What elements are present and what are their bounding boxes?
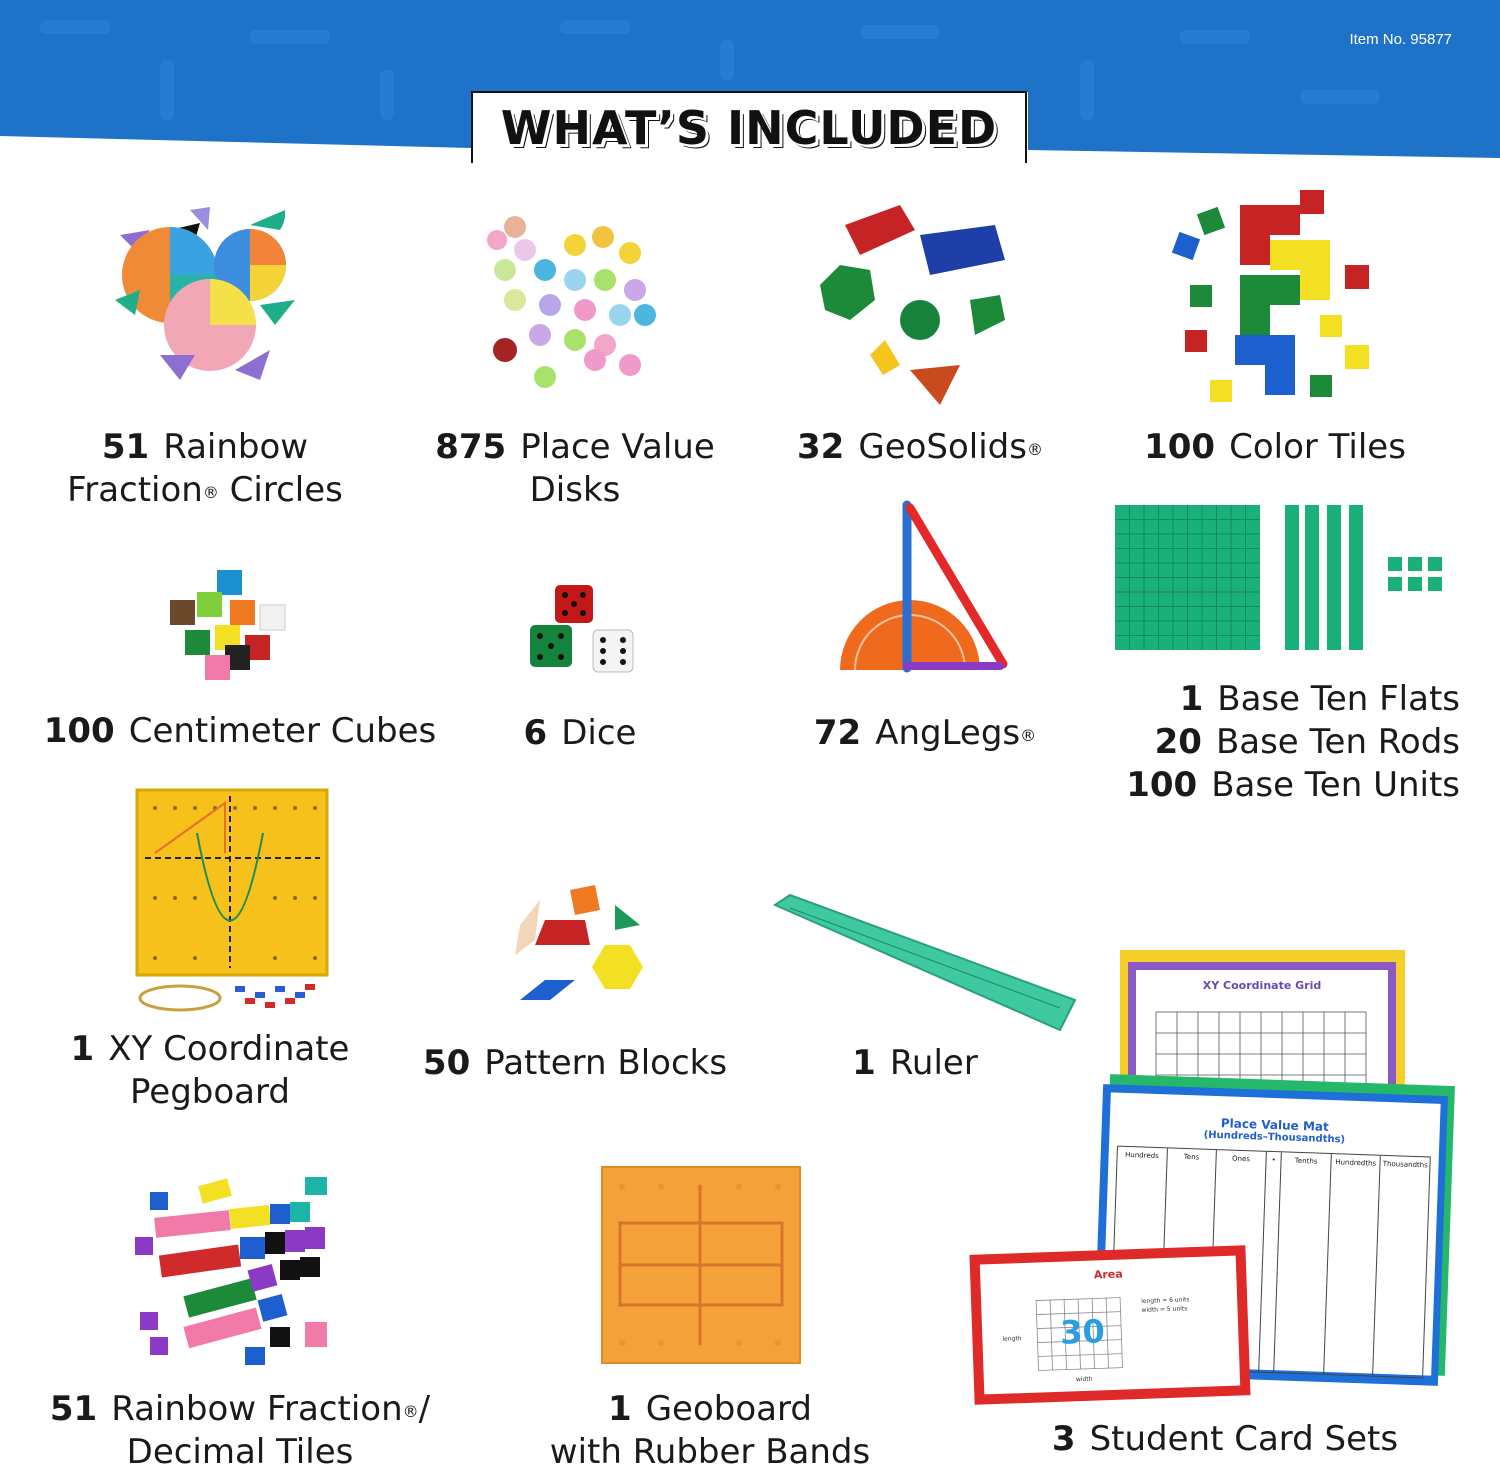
pv-col: Hundreds <box>1110 1147 1167 1369</box>
pv-col: • <box>1259 1152 1282 1372</box>
anglegs-image <box>835 500 1010 675</box>
item-label-ruler: 1 Ruler <box>852 1043 978 1083</box>
item-label-pattern-blocks: 50 Pattern Blocks <box>422 1043 728 1083</box>
page-title: WHAT’S INCLUDED <box>500 101 998 155</box>
item-label-place-value-disks: 875 Place Value Disks <box>435 427 715 510</box>
area-length-label: length <box>1002 1335 1022 1343</box>
item-label-centimeter-cubes: 100 Centimeter Cubes <box>43 711 437 751</box>
item-label-geosolids: 32 GeoSolids® <box>797 427 1043 467</box>
area-card-title: Area <box>1093 1267 1123 1282</box>
item-number: Item No. 95877 <box>1349 31 1452 48</box>
item-label-xy-pegboard: 1 XY Coordinate Pegboard <box>70 1029 350 1112</box>
pv-card-subtitle: (Hundreds–Thousandths) <box>1203 1129 1346 1146</box>
xy-card-title: XY Coordinate Grid <box>1202 979 1322 992</box>
area-value: 30 <box>1059 1312 1106 1352</box>
fraction-decimal-tiles-image <box>130 1172 335 1367</box>
area-note-width: width = 5 units <box>1141 1305 1188 1314</box>
geosolids-image <box>815 205 1015 405</box>
area-card <box>980 1256 1240 1395</box>
fraction-circles-image <box>110 205 300 380</box>
color-tiles-image <box>1170 185 1380 410</box>
xy-pegboard-image <box>135 788 330 1018</box>
pv-col: Hundredths <box>1324 1154 1381 1376</box>
item-label-geoboard: 1 Geoboard with Rubber Bands <box>549 1389 871 1472</box>
pattern-blocks-image <box>515 885 650 1015</box>
title-box <box>471 91 1027 163</box>
item-label-anglegs: 72 AngLegs® <box>813 713 1037 753</box>
centimeter-cubes-image <box>165 570 295 680</box>
dice-image <box>525 580 640 680</box>
place-value-disks-image <box>485 215 665 390</box>
pv-col: Tens <box>1160 1148 1217 1370</box>
area-note-length: length = 6 units <box>1141 1296 1190 1305</box>
base-ten-blocks-image <box>1115 505 1455 650</box>
item-label-base-ten: 1 Base Ten Flats 20 Base Ten Rods 100 Base Ten Units <box>1126 679 1460 805</box>
area-width-label: width <box>1075 1375 1093 1384</box>
pv-col: Ones <box>1209 1150 1266 1372</box>
pv-col: Thousandths <box>1382 1159 1428 1170</box>
pv-col: Tenths <box>1274 1152 1331 1374</box>
item-label-fraction-circles: 51 Rainbow Fraction® Circles <box>67 427 343 510</box>
item-label-dice: 6 Dice <box>523 713 637 753</box>
ruler-image <box>770 890 1080 1040</box>
item-label-color-tiles: 100 Color Tiles <box>1144 427 1406 467</box>
item-label-student-cards: 3 Student Card Sets <box>1051 1419 1399 1459</box>
item-label-fraction-decimal-tiles: 51 Rainbow Fraction®/ Decimal Tiles <box>49 1389 431 1472</box>
area-card-border <box>969 1245 1250 1405</box>
geoboard-image <box>600 1165 802 1365</box>
pv-card-title: Place Value Mat <box>1220 1116 1329 1134</box>
area-notes <box>1141 1295 1190 1315</box>
